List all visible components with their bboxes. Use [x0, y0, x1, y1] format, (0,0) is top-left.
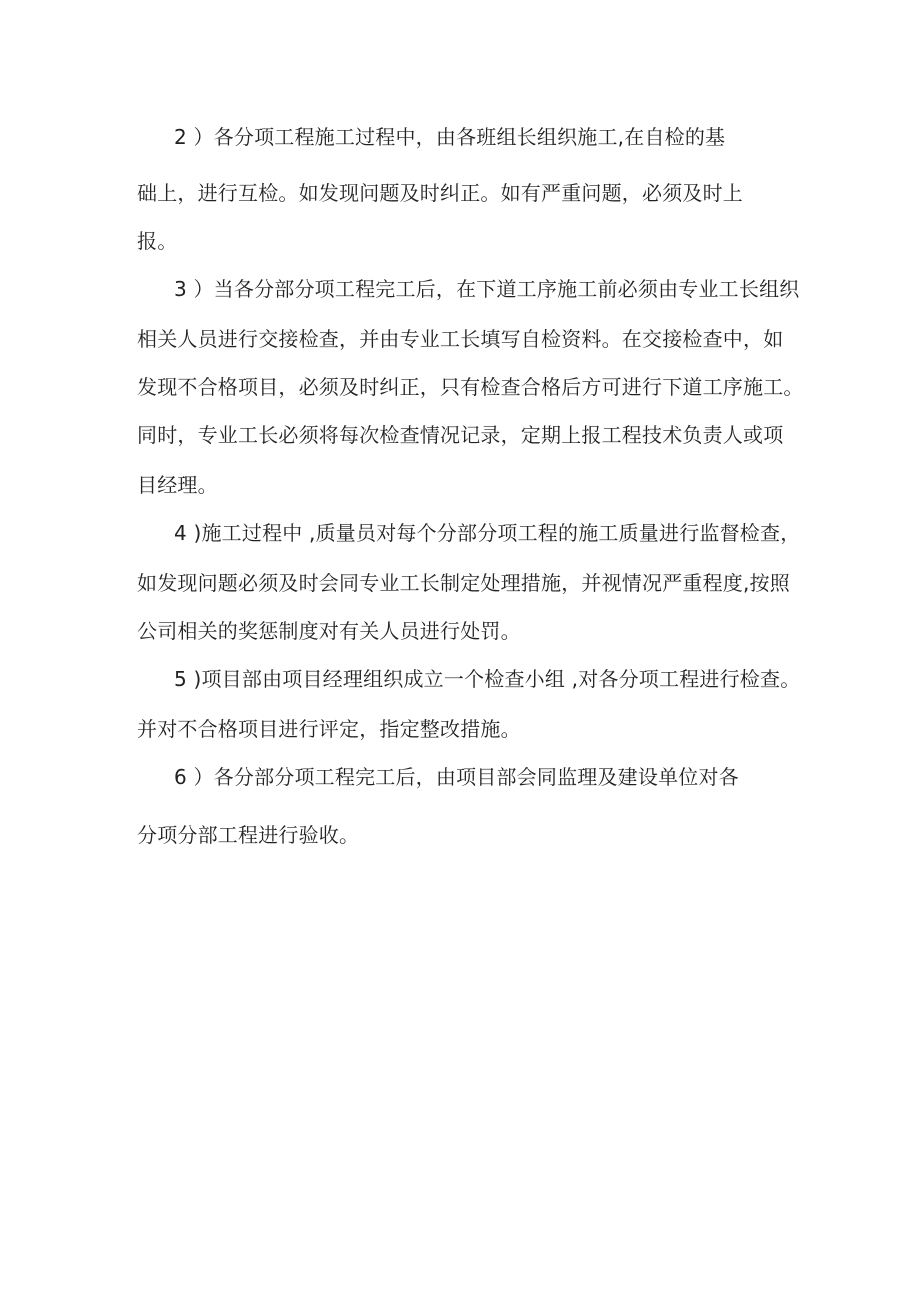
paragraph-3-line-2: 相关人员进行交接检查，并由专业工长填写自检资料。在交接检查中，如 [137, 327, 784, 351]
paragraph-3-line-5: 目经理。 [137, 473, 218, 497]
paragraph-2-line-1: 2 ）各分项工程施工过程中，由各班组长组织施工,在自检的基 [174, 125, 726, 149]
paragraph-6-line-1: 6 ）各分部分项工程完工后，由项目部会同监理及建设单位对各 [174, 765, 739, 789]
paragraph-2-line-2: 础上，进行互检。如发现问题及时纠正。如有严重问题，必须及时上 [137, 181, 743, 205]
paragraph-4-line-3: 公司相关的奖惩制度对有关人员进行处罚。 [137, 619, 521, 643]
paragraph-6-line-2: 分项分部工程进行验收。 [137, 823, 360, 847]
paragraph-3-line-4: 同时，专业工长必须将每次检查情况记录，定期上报工程技术负责人或项 [137, 423, 784, 447]
paragraph-3-line-3: 发现不合格项目，必须及时纠正，只有检查合格后方可进行下道工序施工。 [137, 375, 804, 399]
paragraph-5-line-1: 5 )项目部由项目经理组织成立一个检查小组 ,对各分项工程进行检查。 [174, 667, 801, 691]
paragraph-2-line-3: 报。 [137, 229, 178, 253]
paragraph-4-line-1: 4 )施工过程中 ,质量员对每个分部分项工程的施工质量进行监督检查， [174, 521, 801, 545]
paragraph-4-line-2: 如发现问题必须及时会同专业工长制定处理措施，并视情况严重程度,按照 [137, 571, 790, 595]
paragraph-3-line-1: 3 ）当各分部分项工程完工后，在下道工序施工前必须由专业工长组织 [174, 277, 800, 301]
paragraph-5-line-2: 并对不合格项目进行评定，指定整改措施。 [137, 717, 521, 741]
